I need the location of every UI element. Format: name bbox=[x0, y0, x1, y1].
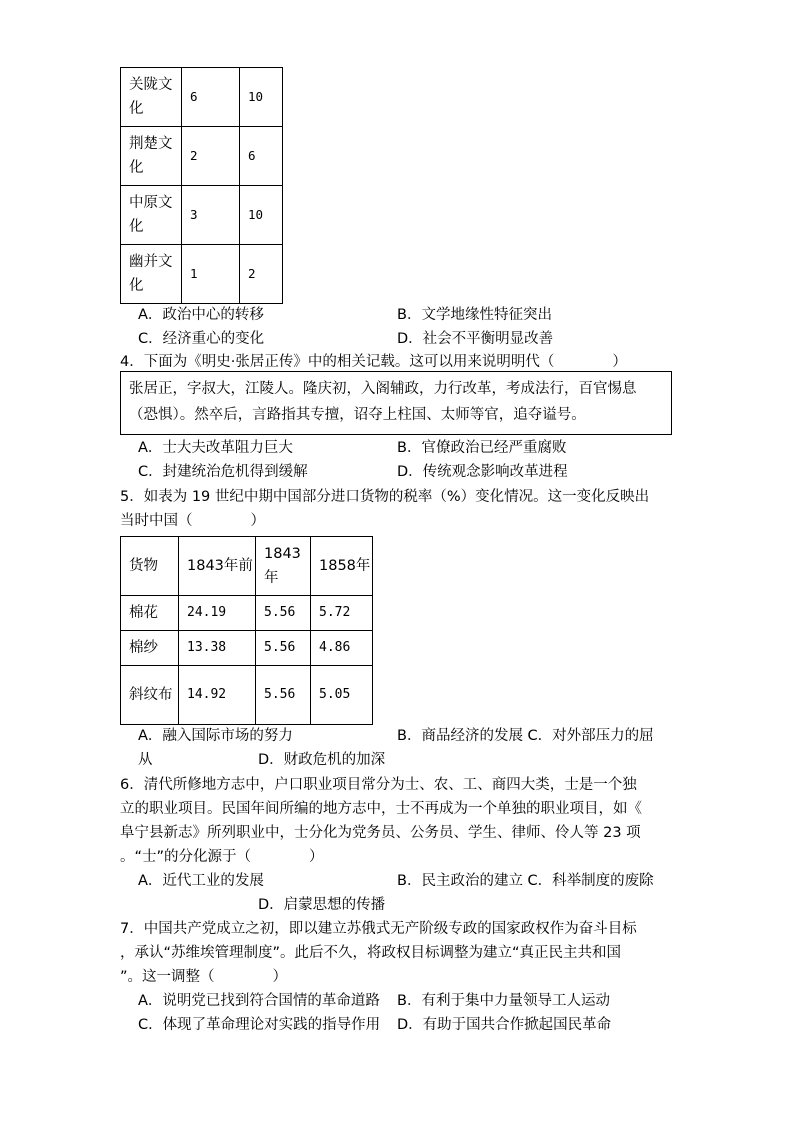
q4-quote-line: 张居正，字叔大，江陵人。隆庆初，入阁辅政，力行改革，考成法行，百官惕息 bbox=[129, 381, 637, 397]
table-row bbox=[121, 186, 283, 245]
table-header-cell: 货物 bbox=[121, 537, 179, 596]
table-cell: 5.56 bbox=[256, 631, 311, 666]
tariff-table bbox=[120, 536, 373, 725]
table-row bbox=[121, 631, 373, 666]
table-cell: 5.72 bbox=[311, 596, 373, 631]
table-cell: 6 bbox=[182, 68, 240, 127]
table-cell: 斜纹布 bbox=[121, 666, 179, 725]
table-header-cell: 1843年 bbox=[256, 537, 311, 596]
table-row bbox=[121, 596, 373, 631]
q6-option-d: D．启蒙思想的传播 bbox=[258, 897, 386, 913]
q3-option-c: C．经济重心的变化 bbox=[138, 331, 265, 347]
q7-option-d: D．有助于国共合作掀起国民革命 bbox=[397, 1017, 612, 1033]
q6-stem: 阜宁县新志》所列职业中，士分化为党务员、公务员、学生、律师、伶人等 23 项 bbox=[120, 825, 641, 841]
q6-stem: 。“士”的分化源于（ ） bbox=[120, 849, 324, 865]
q7-stem: ”。这一调整（ ） bbox=[120, 969, 288, 985]
table-cell: 6 bbox=[240, 127, 283, 186]
q6-stem: 6．清代所修地方志中，户口职业项目常分为士、农、工、商四大类，士是一个独 bbox=[120, 777, 637, 793]
table-cell: 14.92 bbox=[179, 666, 256, 725]
q4-stem: 4．下面为《明史·张居正传》中的相关记载。这可以用来说明明代（ ） bbox=[120, 354, 627, 370]
q3-option-b: B．文学地缘性特征突出 bbox=[397, 307, 552, 323]
q4-option-a: A．士大夫改革阻力巨大 bbox=[138, 440, 293, 456]
table-header-cell: 1843年前 bbox=[179, 537, 256, 596]
table-header-row bbox=[121, 537, 373, 596]
table-header-cell: 1858年 bbox=[311, 537, 373, 596]
q5-option-bc: B．商品经济的发展 C．对外部压力的屈 bbox=[397, 728, 654, 744]
table-cell: 5.56 bbox=[256, 666, 311, 725]
q4-option-c: C．封建统治危机得到缓解 bbox=[138, 464, 308, 480]
table-cell: 棉花 bbox=[121, 596, 179, 631]
q3-option-a: A．政治中心的转移 bbox=[138, 307, 264, 323]
q6-option-a: A．近代工业的发展 bbox=[138, 873, 264, 889]
table-cell: 3 bbox=[182, 186, 240, 245]
q4-quote-line: （恐惧）。然卒后，言路指其专擅，诏夺上柱国、太师等官，追夺谥号。 bbox=[129, 407, 586, 423]
q7-option-c: C．体现了革命理论对实践的指导作用 bbox=[138, 1017, 381, 1033]
table-cell: 幽并文化 bbox=[121, 245, 182, 304]
table-cell: 棉纱 bbox=[121, 631, 179, 666]
q6-stem: 立的职业项目。民国年间所编的地方志中，士不再成为一个单独的职业项目，如《 bbox=[120, 801, 642, 817]
table-cell: 24.19 bbox=[179, 596, 256, 631]
q4-option-b: B．官僚政治已经严重腐败 bbox=[397, 440, 567, 456]
q5-option-d: D．财政危机的加深 bbox=[258, 752, 386, 768]
table-cell: 荆楚文化 bbox=[121, 127, 182, 186]
q3-option-d: D．社会不平衡明显改善 bbox=[397, 331, 554, 347]
q5-option-c-cont: 从 bbox=[138, 752, 153, 768]
q7-stem: ，承认“苏维埃管理制度”。此后不久，将政权目标调整为建立“真正民主共和国 bbox=[120, 945, 622, 961]
table-cell: 5.56 bbox=[256, 596, 311, 631]
table-cell: 5.05 bbox=[311, 666, 373, 725]
q7-stem: 7．中国共产党成立之初，即以建立苏俄式无产阶级专政的国家政权作为奋斗目标 bbox=[120, 921, 637, 937]
q5-stem: 当时中国（ ） bbox=[120, 513, 265, 529]
table-cell: 中原文化 bbox=[121, 186, 182, 245]
table-cell: 13.38 bbox=[179, 631, 256, 666]
table-cell: 1 bbox=[182, 245, 240, 304]
table-cell: 2 bbox=[240, 245, 283, 304]
table-cell: 10 bbox=[240, 186, 283, 245]
q5-stem: 5．如表为 19 世纪中期中国部分进口货物的税率（%）变化情况。这一变化反映出 bbox=[120, 489, 650, 505]
table-cell: 10 bbox=[240, 68, 283, 127]
q7-option-b: B．有利于集中力量领导工人运动 bbox=[397, 993, 610, 1009]
table-cell: 关陇文化 bbox=[121, 68, 182, 127]
culture-table bbox=[120, 67, 283, 304]
q4-quote-box bbox=[120, 371, 672, 435]
table-cell: 2 bbox=[182, 127, 240, 186]
table-cell: 4.86 bbox=[311, 631, 373, 666]
q6-option-bc: B．民主政治的建立 C．科举制度的废除 bbox=[397, 873, 654, 889]
table-row bbox=[121, 68, 283, 127]
table-row bbox=[121, 245, 283, 304]
q7-option-a: A．说明党已找到符合国情的革命道路 bbox=[138, 993, 380, 1009]
table-row bbox=[121, 666, 373, 725]
table-row bbox=[121, 127, 283, 186]
q4-option-d: D．传统观念影响改革进程 bbox=[397, 464, 568, 480]
q5-option-a: A．融入国际市场的努力 bbox=[138, 728, 293, 744]
